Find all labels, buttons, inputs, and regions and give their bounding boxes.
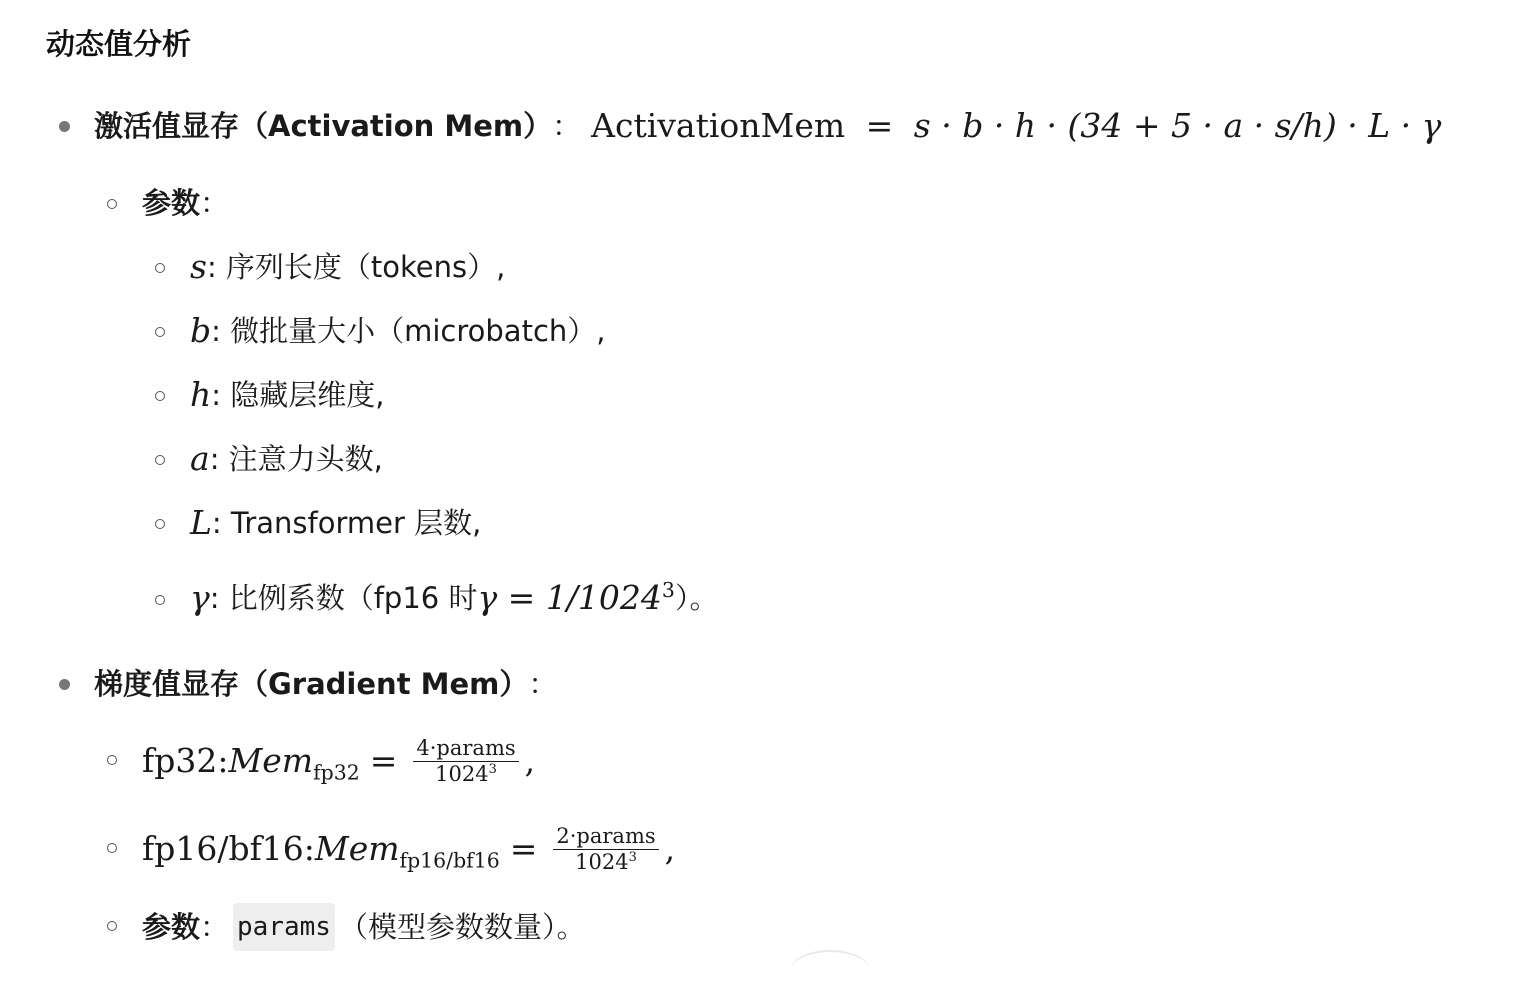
- bullet-circle-icon: [155, 455, 165, 465]
- bullet-circle-icon: [155, 519, 165, 529]
- activation-colon: ：: [552, 109, 582, 143]
- bullet-circle-icon: [155, 391, 165, 401]
- params-colon: ：: [200, 186, 230, 220]
- gradient-colon: ：: [528, 667, 558, 701]
- gradient-prefix: fp32:: [142, 741, 229, 780]
- params-tail: （模型参数数量）。: [338, 910, 586, 944]
- params-colon: ：: [200, 910, 230, 944]
- param-symbol: h: [190, 375, 212, 414]
- gradient-params-row: [142, 903, 585, 951]
- bullet-circle-icon: [155, 327, 165, 337]
- param-item-gamma: [190, 576, 718, 620]
- param-desc: : 注意力头数,: [209, 442, 383, 476]
- bullet-circle-icon: [155, 595, 165, 605]
- param-item-b: [190, 309, 606, 353]
- params-code: params: [233, 903, 335, 951]
- fraction: $\frac{\text{2·params}}{1024^3}$: [553, 824, 658, 875]
- mem-expression: Mem$_{fp16/bf16}$: [314, 829, 500, 873]
- bullet-disc-icon: [59, 679, 70, 690]
- param-item-s: [190, 245, 505, 289]
- bullet-circle-icon: [155, 263, 165, 273]
- param-item-a: [190, 437, 383, 481]
- bullet-circle-icon: [107, 921, 117, 931]
- bullet-circle-icon: [107, 199, 117, 209]
- param-tail: ）。: [674, 581, 719, 615]
- params-label: 参数: [142, 186, 201, 220]
- activation-formula: ActivationMem = s · b · h · (34 + 5 · a · s/h) · L · γ: [591, 106, 1442, 145]
- param-symbol: γ: [190, 578, 210, 617]
- gradient-row: [94, 662, 557, 706]
- gradient-item-fp32: fp32: Mem$_{fp32}$ = $\frac{\text{4·params}}{1024^3}$ ,: [142, 735, 536, 786]
- formula-lhs: ActivationMem: [591, 106, 846, 145]
- bullet-circle-icon: [107, 843, 117, 853]
- param-symbol: a: [190, 439, 210, 478]
- param-symbol: b: [190, 311, 212, 350]
- param-item-L: [190, 501, 481, 545]
- param-desc: : Transformer 层数,: [211, 506, 482, 540]
- activation-label: 激活值显存（Activation Mem）: [94, 109, 553, 143]
- param-desc: : 微批量大小（microbatch）,: [211, 314, 606, 348]
- mem-expression: Mem$_{fp32}$: [228, 741, 360, 785]
- param-symbol: L: [190, 503, 212, 542]
- bullet-disc-icon: [59, 121, 70, 132]
- gradient-item-fp16: fp16/bf16: Mem$_{fp16/bf16}$ = $\frac{\text{2·params}}{1024^3}$ ,: [142, 823, 676, 874]
- param-desc: : 隐藏层维度,: [211, 378, 385, 412]
- fraction: $\frac{\text{4·params}}{1024^3}$: [413, 736, 518, 787]
- param-desc: : 比例系数（fp16 时: [209, 581, 478, 615]
- bullet-circle-icon: [107, 755, 117, 765]
- scroll-hint-arc: [790, 950, 870, 992]
- gradient-label: 梯度值显存（Gradient Mem）: [94, 667, 529, 701]
- activation-row: [94, 104, 1441, 148]
- params-label: 参数: [142, 910, 201, 944]
- gamma-expression: $\gamma = 1/1024^3$: [477, 578, 675, 617]
- param-desc: : 序列长度（tokens）,: [206, 250, 506, 284]
- param-item-h: [190, 373, 384, 417]
- formula-rhs: s · b · h · (34 + 5 · a · s/h) · L · γ: [913, 106, 1442, 145]
- param-symbol: s: [190, 247, 207, 286]
- activation-params-row: [142, 181, 229, 225]
- section-title: 动态值分析: [46, 27, 192, 61]
- gradient-prefix: fp16/bf16:: [142, 829, 315, 868]
